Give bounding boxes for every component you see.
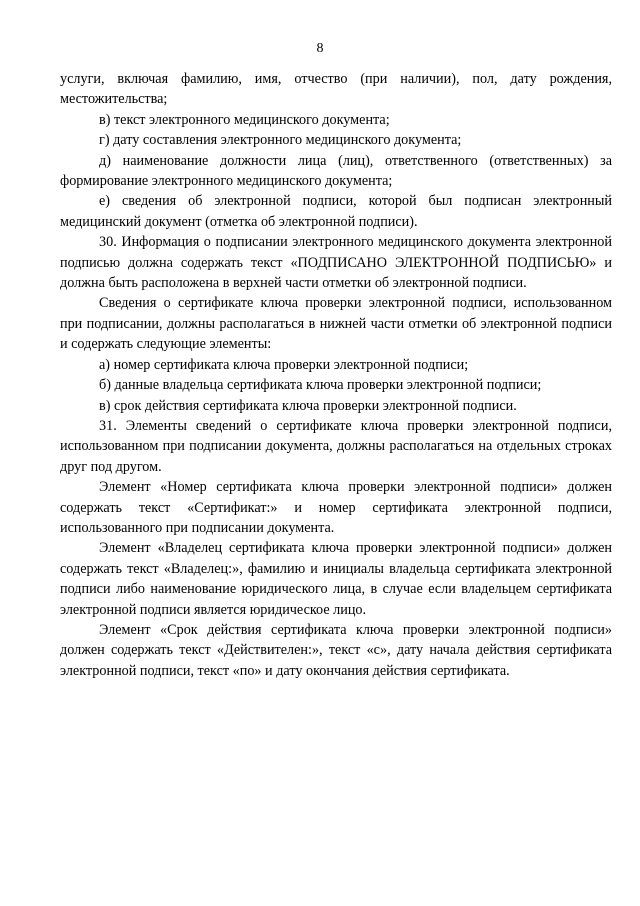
paragraph-certificate-info: Сведения о сертификате ключа проверки электронной подписи, использованном при подписании, должны располагаться в нижней части отметки об электронной подписи и содержать следующие элементы: xyxy=(60,295,612,353)
paragraph-item-a: а) номер сертификата ключа проверки электронной подписи; xyxy=(99,356,469,373)
paragraph-element-owner: Элемент «Владелец сертификата ключа проверки электронной подписи» должен содержать текст «Владелец:», фамилию и инициалы владельца сертификата электронной подписи либо наименование юридического лица, в случае если владельцем сертификата электронной подписи является юридическое лицо. xyxy=(60,540,612,618)
paragraph-item-b: б) данные владельца сертификата ключа проверки электронной подписи; xyxy=(99,377,542,394)
paragraph-item-v: в) текст электронного медицинского документа; xyxy=(99,111,390,128)
document-body xyxy=(60,69,612,681)
paragraph-item-d: д) наименование должности лица (лиц), ответственного (ответственных) за формирование электронного медицинского документа; xyxy=(60,152,612,190)
paragraph-item-v-validity: в) срок действия сертификата ключа проверки электронной подписи. xyxy=(99,397,517,414)
page-number: 8 xyxy=(316,41,324,56)
paragraph-element-number: Элемент «Номер сертификата ключа проверки электронной подписи» должен содержать текст «Сертификат:» и номер сертификата электронной подписи, использованного при подписании документа. xyxy=(60,479,612,536)
paragraph-clause-30: 30. Информация о подписании электронного медицинского документа электронной подписью должна содержать текст «ПОДПИСАНО ЭЛЕКТРОННОЙ ПОДПИСЬЮ» и должна быть расположена в верхней части отметки об электронной подписи. xyxy=(60,234,612,292)
paragraph-element-validity: Элемент «Срок действия сертификата ключа проверки электронной подписи» должен содержать текст «Действителен:», текст «с», дату начала действия сертификата электронной подписи, текст «по» и дату окончания действия сертификата. xyxy=(60,621,612,679)
paragraph-clause-31: 31. Элементы сведений о сертификате ключа проверки электронной подписи, использованном при подписании документа, должны располагаться на отдельных строках друг под другом. xyxy=(60,417,612,475)
paragraph-item-b-continued: услуги, включая фамилию, имя, отчество (при наличии), пол, дату рождения, местожительства; xyxy=(60,71,612,108)
paragraph-item-e: е) сведения об электронной подписи, которой был подписан электронный медицинский документ (отметка об электронной подписи). xyxy=(60,193,612,230)
paragraph-item-g: г) дату составления электронного медицинского документа; xyxy=(99,132,462,149)
